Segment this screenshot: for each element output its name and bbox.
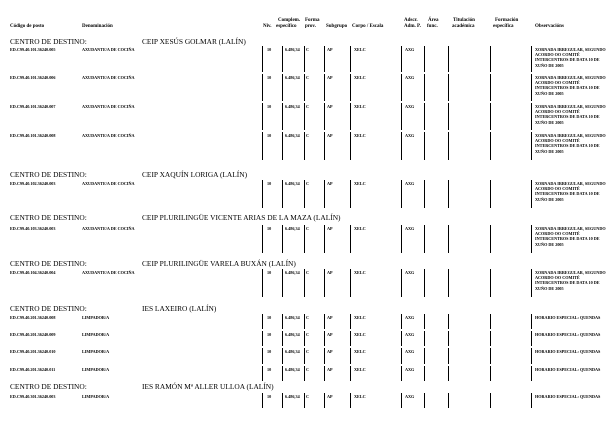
cell-divider xyxy=(531,331,532,346)
cell-niv: 10 xyxy=(267,181,272,186)
cell-adscr: AXG xyxy=(405,181,415,186)
cell-divider xyxy=(350,225,351,253)
cell-divider xyxy=(448,74,449,101)
cell-subgrupo: AP xyxy=(327,270,333,275)
cell-divider xyxy=(262,74,263,101)
cell-denominacion: LIMPADOR/A xyxy=(82,394,110,399)
cell-divider xyxy=(490,393,491,408)
cell-adscr: AXG xyxy=(405,349,415,354)
header-area-1: Área xyxy=(428,18,439,23)
cell-observacions: XORNADA IRREGULAR, SEGUNDO ACORDO OO COMITÉ INTERCENTROS DE DATA 10 DE XUÑO DE 2005 xyxy=(535,270,606,291)
cell-divider xyxy=(401,46,402,72)
cell-adscr: AXG xyxy=(405,47,415,52)
table-row xyxy=(0,47,615,68)
centro-header xyxy=(10,170,248,179)
cell-subgrupo: AP xyxy=(327,133,333,138)
cell-codigo: ED.C99.40.101.36240.006 xyxy=(10,75,56,80)
header-observacions: Observacións xyxy=(535,24,564,29)
cell-divider xyxy=(531,314,532,329)
cell-subgrupo: AP xyxy=(327,349,333,354)
cell-complem: 6.486,34 xyxy=(285,394,300,399)
cell-divider xyxy=(531,269,532,297)
cell-denominacion: AXUDANTE/A DE COCIÑA xyxy=(82,226,135,231)
cell-forma: C xyxy=(306,332,310,337)
cell-divider xyxy=(282,74,283,101)
cell-divider xyxy=(324,366,325,381)
cell-adscr: AXG xyxy=(405,367,415,372)
header-forma-1: Forma xyxy=(305,18,320,23)
cell-subgrupo: AP xyxy=(327,332,333,337)
cell-corpo: XELC xyxy=(354,47,366,52)
cell-forma: C xyxy=(306,104,310,109)
cell-adscr: AXG xyxy=(405,104,415,109)
cell-complem: 6.486,34 xyxy=(285,332,300,337)
cell-observacions: HORARIO ESPECIAL: QUENDAS xyxy=(535,394,601,399)
cell-corpo: XELC xyxy=(354,226,366,231)
cell-divider xyxy=(490,132,491,160)
centro-label: CENTRO DE DESTINO: xyxy=(10,213,87,222)
cell-divider xyxy=(282,103,283,130)
cell-divider xyxy=(531,366,532,381)
cell-divider xyxy=(424,314,425,329)
cell-divider xyxy=(324,348,325,364)
cell-divider xyxy=(324,393,325,408)
cell-forma: C xyxy=(306,226,310,231)
cell-subgrupo: AP xyxy=(327,47,333,52)
cell-observacions: XORNADA IRREGULAR, SEGUNDO ACORDO OO COMITÉ INTERCENTROS DE DATA 10 DE XUÑO DE 2005 xyxy=(535,133,606,154)
centro-name: CEIP XESÚS GOLMAR (LALÍN) xyxy=(142,37,246,46)
cell-divider xyxy=(282,348,283,364)
cell-denominacion: LIMPADOR/A xyxy=(82,332,110,337)
centro-header xyxy=(10,259,296,268)
cell-niv: 10 xyxy=(267,133,272,138)
cell-denominacion: AXUDANTE/A DE COCIÑA xyxy=(82,133,135,138)
cell-complem: 6.486,34 xyxy=(285,133,300,138)
cell-forma: C xyxy=(306,394,310,399)
cell-denominacion: AXUDANTE/A DE COCIÑA xyxy=(82,270,135,275)
cell-complem: 6.486,34 xyxy=(285,367,300,372)
cell-divider xyxy=(282,180,283,208)
cell-denominacion: AXUDANTE/A DE COCIÑA xyxy=(82,104,135,109)
table-row xyxy=(0,315,615,320)
cell-divider xyxy=(304,314,305,329)
cell-niv: 10 xyxy=(267,226,272,231)
cell-complem: 6.486,34 xyxy=(285,47,300,52)
cell-divider xyxy=(282,331,283,346)
cell-adscr: AXG xyxy=(405,270,415,275)
cell-divider xyxy=(424,180,425,208)
cell-codigo: ED.C99.40.201.36240.011 xyxy=(10,367,56,372)
header-subgrupo: Subgrupo xyxy=(326,24,348,29)
cell-divider xyxy=(531,393,532,408)
cell-divider xyxy=(324,132,325,160)
cell-divider xyxy=(401,225,402,253)
cell-divider xyxy=(304,74,305,101)
cell-codigo: ED.C99.40.101.36240.007 xyxy=(10,104,56,109)
cell-divider xyxy=(424,348,425,364)
header-complem-1: Complem. xyxy=(278,18,301,23)
cell-complem: 6.486,34 xyxy=(285,270,300,275)
cell-divider xyxy=(531,74,532,101)
cell-codigo: ED.C99.40.101.36240.005 xyxy=(10,47,56,52)
cell-divider xyxy=(401,314,402,329)
header-forma-2: prov. xyxy=(305,24,316,29)
cell-corpo: XELC xyxy=(354,367,366,372)
header-formacion-1: Formación xyxy=(495,18,519,23)
cell-subgrupo: AP xyxy=(327,104,333,109)
cell-divider xyxy=(282,366,283,381)
cell-subgrupo: AP xyxy=(327,181,333,186)
cell-divider xyxy=(304,348,305,364)
cell-subgrupo: AP xyxy=(327,394,333,399)
centro-header xyxy=(10,382,274,391)
centro-label: CENTRO DE DESTINO: xyxy=(10,259,87,268)
cell-corpo: XELC xyxy=(354,270,366,275)
cell-divider xyxy=(424,103,425,130)
cell-divider xyxy=(262,269,263,297)
table-row xyxy=(0,349,615,354)
cell-corpo: XELC xyxy=(354,181,366,186)
cell-divider xyxy=(424,74,425,101)
cell-corpo: XELC xyxy=(354,133,366,138)
table-row xyxy=(0,332,615,337)
cell-divider xyxy=(531,348,532,364)
cell-forma: C xyxy=(306,181,310,186)
centro-label: CENTRO DE DESTINO: xyxy=(10,304,87,313)
cell-divider xyxy=(350,132,351,160)
cell-corpo: XELC xyxy=(354,104,366,109)
cell-observacions: XORNADA IRREGULAR, SEGUNDO ACORDO OO COMITÉ INTERCENTROS DE DATA 10 DE XUÑO DE 2005 xyxy=(535,181,606,202)
cell-divider xyxy=(401,132,402,160)
cell-divider xyxy=(424,393,425,408)
header-area-2: func. xyxy=(427,24,438,29)
header-codigo: Código de posto xyxy=(10,24,45,29)
cell-divider xyxy=(324,103,325,130)
cell-divider xyxy=(490,348,491,364)
cell-forma: C xyxy=(306,47,310,52)
cell-observacions: HORARIO ESPECIAL: QUENDAS xyxy=(535,367,601,372)
header-corpo: Corpo / Escala xyxy=(352,24,384,29)
cell-divider xyxy=(262,366,263,381)
cell-divider xyxy=(262,132,263,160)
cell-divider xyxy=(324,331,325,346)
cell-divider xyxy=(448,348,449,364)
cell-divider xyxy=(262,314,263,329)
table-row xyxy=(0,270,615,291)
cell-divider xyxy=(448,46,449,72)
cell-divider xyxy=(531,225,532,253)
cell-observacions: HORARIO ESPECIAL: QUENDAS xyxy=(535,349,601,354)
cell-divider xyxy=(304,269,305,297)
cell-forma: C xyxy=(306,75,310,80)
cell-corpo: XELC xyxy=(354,394,366,399)
cell-divider xyxy=(424,46,425,72)
cell-denominacion: LIMPADOR/A xyxy=(82,349,110,354)
cell-divider xyxy=(304,180,305,208)
cell-denominacion: AXUDANTE/A DE COCIÑA xyxy=(82,75,135,80)
cell-divider xyxy=(490,366,491,381)
cell-niv: 10 xyxy=(267,104,272,109)
cell-subgrupo: AP xyxy=(327,226,333,231)
header-adscr-2: Adm. P. xyxy=(404,24,421,29)
cell-denominacion: AXUDANTE/A DE COCIÑA xyxy=(82,181,135,186)
cell-divider xyxy=(350,74,351,101)
centro-label: CENTRO DE DESTINO: xyxy=(10,37,87,46)
cell-adscr: AXG xyxy=(405,332,415,337)
centro-label: CENTRO DE DESTINO: xyxy=(10,382,87,391)
header-denominacion: Denominación xyxy=(82,24,113,29)
cell-codigo: ED.C99.40.201.36240.008 xyxy=(10,315,56,320)
cell-complem: 6.486,34 xyxy=(285,181,300,186)
cell-divider xyxy=(262,180,263,208)
cell-denominacion: AXUDANTE/A DE COCIÑA xyxy=(82,47,135,52)
cell-corpo: XELC xyxy=(354,332,366,337)
cell-divider xyxy=(350,366,351,381)
cell-divider xyxy=(424,269,425,297)
cell-divider xyxy=(531,180,532,208)
cell-observacions: XORNADA IRREGULAR, SEGUNDO ACORDO OO COMITÉ INTERCENTROS DE DATA 10 DE XUÑO DE 2005 xyxy=(535,47,606,68)
cell-divider xyxy=(401,366,402,381)
cell-corpo: XELC xyxy=(354,349,366,354)
centro-name: IES RAMÓN Mª ALLER ULLOA (LALÍN) xyxy=(142,382,274,391)
cell-divider xyxy=(350,46,351,72)
cell-divider xyxy=(401,74,402,101)
header-adscr-1: Adscr. xyxy=(404,18,418,23)
table-row xyxy=(0,181,615,202)
cell-divider xyxy=(304,366,305,381)
table-row xyxy=(0,75,615,96)
cell-divider xyxy=(490,46,491,72)
cell-divider xyxy=(262,225,263,253)
cell-divider xyxy=(350,314,351,329)
cell-complem: 6.486,34 xyxy=(285,315,300,320)
table-row xyxy=(0,133,615,154)
cell-divider xyxy=(448,366,449,381)
header-titulacion-1: Titulación xyxy=(453,18,475,23)
cell-divider xyxy=(262,46,263,72)
cell-complem: 6.486,34 xyxy=(285,349,300,354)
cell-adscr: AXG xyxy=(405,133,415,138)
centro-label: CENTRO DE DESTINO: xyxy=(10,170,87,179)
cell-observacions: HORARIO ESPECIAL: QUENDAS xyxy=(535,332,601,337)
centro-name: CEIP PLURILINGÜE VICENTE ARIAS DE LA MAZA (LALÍN) xyxy=(142,213,341,222)
cell-divider xyxy=(304,331,305,346)
centro-header xyxy=(10,37,246,46)
cell-niv: 10 xyxy=(267,394,272,399)
cell-divider xyxy=(401,180,402,208)
cell-divider xyxy=(282,46,283,72)
cell-codigo: ED.C99.40.103.36240.003 xyxy=(10,226,56,231)
cell-niv: 10 xyxy=(267,315,272,320)
cell-divider xyxy=(531,103,532,130)
cell-codigo: ED.C99.40.102.36240.003 xyxy=(10,181,56,186)
cell-divider xyxy=(448,180,449,208)
cell-divider xyxy=(282,314,283,329)
cell-divider xyxy=(282,225,283,253)
cell-forma: C xyxy=(306,349,310,354)
table-row xyxy=(0,226,615,247)
cell-divider xyxy=(448,331,449,346)
cell-divider xyxy=(490,180,491,208)
cell-divider xyxy=(448,103,449,130)
cell-divider xyxy=(401,103,402,130)
cell-forma: C xyxy=(306,133,310,138)
cell-divider xyxy=(448,225,449,253)
cell-divider xyxy=(304,132,305,160)
cell-divider xyxy=(262,348,263,364)
cell-divider xyxy=(531,132,532,160)
centro-header xyxy=(10,304,217,313)
cell-divider xyxy=(448,393,449,408)
cell-divider xyxy=(448,269,449,297)
table-row xyxy=(0,104,615,125)
cell-divider xyxy=(324,46,325,72)
cell-divider xyxy=(490,314,491,329)
cell-subgrupo: AP xyxy=(327,75,333,80)
cell-adscr: AXG xyxy=(405,226,415,231)
cell-divider xyxy=(350,348,351,364)
cell-observacions: HORARIO ESPECIAL: QUENDAS xyxy=(535,315,601,320)
cell-divider xyxy=(424,225,425,253)
cell-divider xyxy=(401,348,402,364)
cell-niv: 10 xyxy=(267,332,272,337)
cell-observacions: XORNADA IRREGULAR, SEGUNDO ACORDO OO COMITÉ INTERCENTROS DE DATA 10 DE XUÑO DE 2005 xyxy=(535,226,606,247)
cell-divider xyxy=(282,393,283,408)
cell-divider xyxy=(448,314,449,329)
cell-divider xyxy=(324,225,325,253)
cell-divider xyxy=(401,269,402,297)
cell-niv: 10 xyxy=(267,270,272,275)
cell-adscr: AXG xyxy=(405,75,415,80)
cell-divider xyxy=(490,225,491,253)
cell-divider xyxy=(262,331,263,346)
cell-divider xyxy=(324,314,325,329)
cell-codigo: ED.C99.40.201.36240.010 xyxy=(10,349,56,354)
header-formacion-2: específica xyxy=(493,24,514,29)
cell-divider xyxy=(282,269,283,297)
header-titulacion-2: académica xyxy=(452,24,475,29)
cell-adscr: AXG xyxy=(405,394,415,399)
cell-divider xyxy=(350,180,351,208)
cell-divider xyxy=(262,103,263,130)
cell-complem: 6.486,34 xyxy=(285,75,300,80)
centro-name: CEIP XAQUÍN LORIGA (LALÍN) xyxy=(142,170,248,179)
cell-codigo: ED.C99.40.104.36240.004 xyxy=(10,270,56,275)
cell-niv: 10 xyxy=(267,367,272,372)
cell-divider xyxy=(424,331,425,346)
cell-subgrupo: AP xyxy=(327,367,333,372)
cell-codigo: ED.C99.40.301.36240.003 xyxy=(10,394,56,399)
cell-codigo: ED.C99.40.101.36240.008 xyxy=(10,133,56,138)
cell-divider xyxy=(490,269,491,297)
cell-divider xyxy=(324,74,325,101)
cell-divider xyxy=(304,46,305,72)
header-complem-2: específico xyxy=(276,24,297,29)
cell-divider xyxy=(304,103,305,130)
cell-divider xyxy=(350,331,351,346)
cell-denominacion: LIMPADOR/A xyxy=(82,367,110,372)
centro-name: IES LAXEIRO (LALÍN) xyxy=(142,304,217,313)
cell-divider xyxy=(490,74,491,101)
cell-observacions: XORNADA IRREGULAR, SEGUNDO ACORDO OO COMITÉ INTERCENTROS DE DATA 10 DE XUÑO DE 2005 xyxy=(535,104,606,125)
cell-divider xyxy=(401,331,402,346)
cell-adscr: AXG xyxy=(405,315,415,320)
cell-forma: C xyxy=(306,315,310,320)
cell-divider xyxy=(304,393,305,408)
cell-divider xyxy=(350,269,351,297)
cell-divider xyxy=(490,331,491,346)
cell-divider xyxy=(282,132,283,160)
header-niv: Niv. xyxy=(263,24,272,29)
cell-corpo: XELC xyxy=(354,75,366,80)
table-row xyxy=(0,394,615,399)
cell-divider xyxy=(324,180,325,208)
cell-divider xyxy=(490,103,491,130)
cell-divider xyxy=(424,132,425,160)
cell-denominacion: LIMPADOR/A xyxy=(82,315,110,320)
cell-niv: 10 xyxy=(267,47,272,52)
cell-divider xyxy=(350,393,351,408)
cell-divider xyxy=(324,269,325,297)
cell-divider xyxy=(350,103,351,130)
cell-complem: 6.486,34 xyxy=(285,226,300,231)
centro-name: CEIP PLURILINGÜE VARELA BUXÁN (LALÍN) xyxy=(142,259,296,268)
cell-divider xyxy=(401,393,402,408)
cell-complem: 6.486,34 xyxy=(285,104,300,109)
cell-divider xyxy=(304,225,305,253)
cell-observacions: XORNADA IRREGULAR, SEGUNDO ACORDO OO COMITÉ INTERCENTROS DE DATA 10 DE XUÑO DE 2005 xyxy=(535,75,606,96)
cell-divider xyxy=(262,393,263,408)
table-row xyxy=(0,367,615,372)
cell-divider xyxy=(448,132,449,160)
cell-niv: 10 xyxy=(267,349,272,354)
cell-corpo: XELC xyxy=(354,315,366,320)
cell-niv: 10 xyxy=(267,75,272,80)
centro-header xyxy=(10,213,341,222)
cell-codigo: ED.C99.40.201.36240.009 xyxy=(10,332,56,337)
cell-subgrupo: AP xyxy=(327,315,333,320)
cell-forma: C xyxy=(306,367,310,372)
cell-divider xyxy=(531,46,532,72)
cell-divider xyxy=(424,366,425,381)
cell-forma: C xyxy=(306,270,310,275)
